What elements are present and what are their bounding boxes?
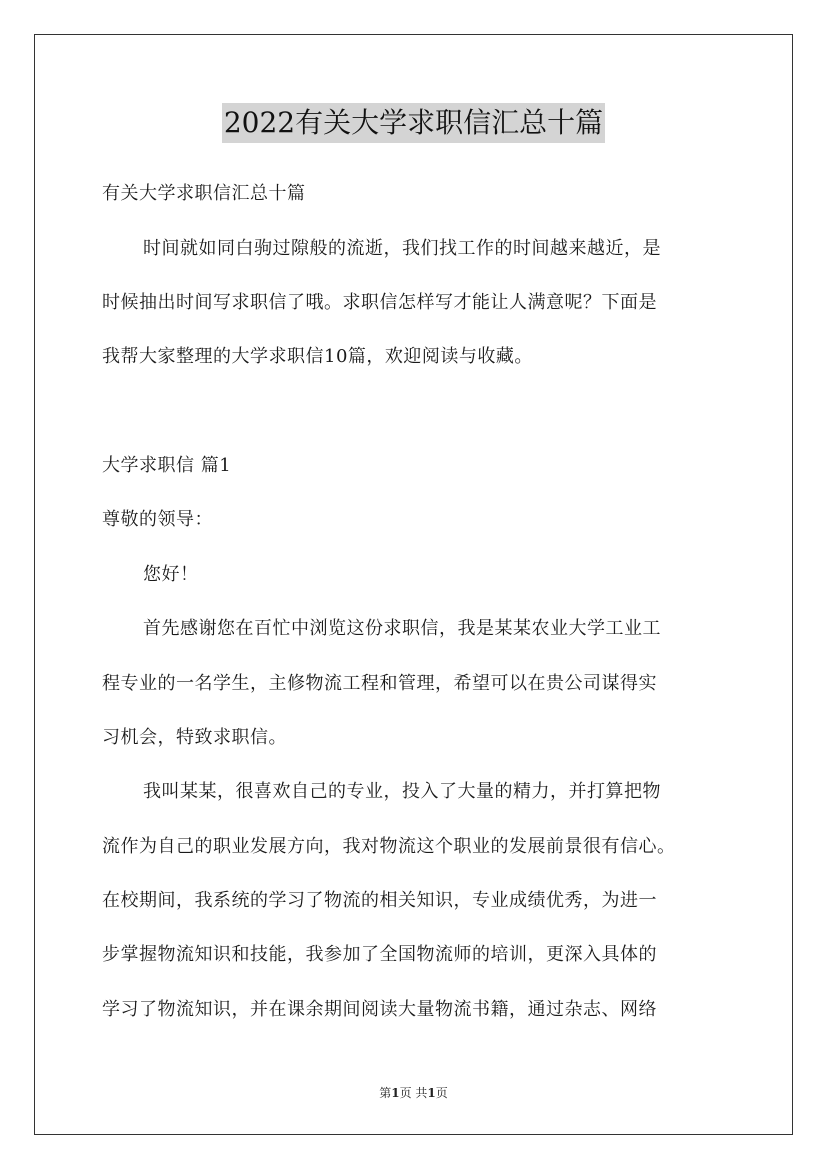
salutation: 尊敬的领导： bbox=[102, 509, 213, 530]
paragraph2-line-5: 学习了物流知识，并在课余期间阅读大量物流书籍，通过杂志、网络 bbox=[102, 999, 657, 1020]
paragraph2-line-2: 流作为自己的职业发展方向，我对物流这个职业的发展前景很有信心。 bbox=[102, 836, 676, 857]
page-footer bbox=[0, 1085, 827, 1101]
title-wrap bbox=[0, 103, 827, 143]
footer-page-mid: 页 共 bbox=[399, 1086, 428, 1100]
paragraph1-line-2: 程专业的一名学生，主修物流工程和管理，希望可以在贵公司谋得实 bbox=[102, 673, 657, 694]
paragraph2-line-1: 我叫某某，很喜欢自己的专业，投入了大量的精力，并打算把物 bbox=[143, 781, 661, 802]
greeting: 您好！ bbox=[143, 564, 199, 585]
paragraph1-line-1: 首先感谢您在百忙中浏览这份求职信，我是某某农业大学工业工 bbox=[143, 618, 661, 639]
intro-line-2: 时候抽出时间写求职信了哦。求职信怎样写才能让人满意呢？下面是 bbox=[102, 292, 657, 313]
paragraph1-line-3: 习机会，特致求职信。 bbox=[102, 727, 287, 748]
intro-line-1: 时间就如同白驹过隙般的流逝，我们找工作的时间越来越近，是 bbox=[143, 238, 661, 259]
paragraph2-line-4: 步掌握物流知识和技能，我参加了全国物流师的培训，更深入具体的 bbox=[102, 944, 657, 965]
footer-page-total: 1 bbox=[427, 1086, 436, 1100]
document-subtitle: 有关大学求职信汇总十篇 bbox=[102, 183, 306, 204]
document-title: 2022有关大学求职信汇总十篇 bbox=[222, 103, 605, 143]
paragraph2-line-3: 在校期间，我系统的学习了物流的相关知识，专业成绩优秀，为进一 bbox=[102, 890, 657, 911]
intro-line-3: 我帮大家整理的大学求职信10篇，欢迎阅读与收藏。 bbox=[102, 346, 533, 367]
footer-page-prefix: 第 bbox=[379, 1086, 392, 1100]
footer-page-suffix: 页 bbox=[435, 1086, 448, 1100]
footer-page-current: 1 bbox=[391, 1086, 400, 1100]
section-heading: 大学求职信 篇1 bbox=[102, 455, 232, 476]
